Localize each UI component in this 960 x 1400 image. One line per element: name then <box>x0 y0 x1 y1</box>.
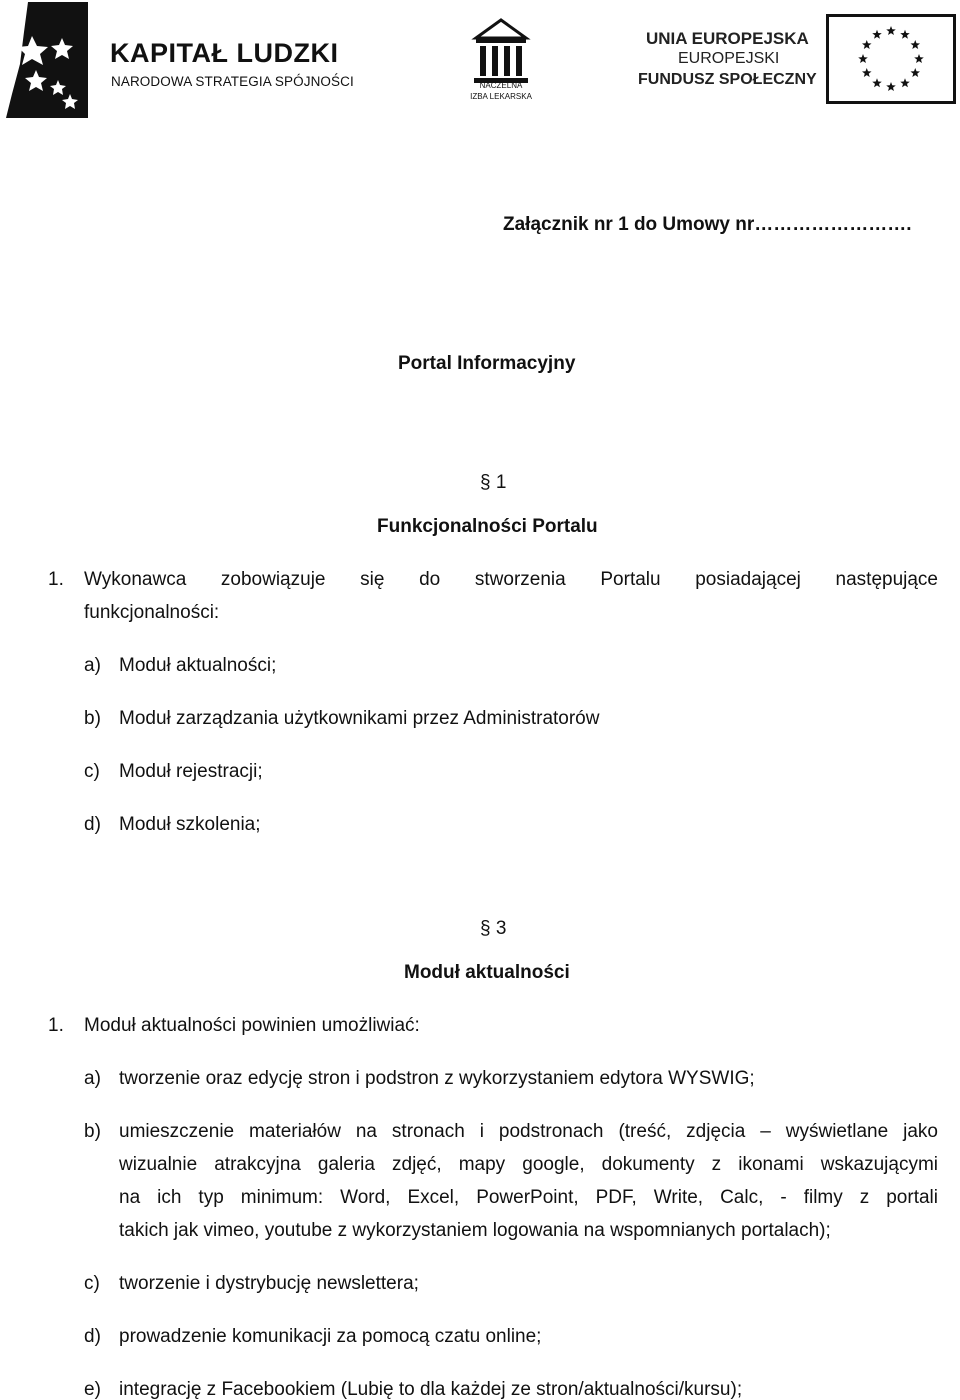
list-item-line: na ich typ minimum: Word, Excel, PowerPoint, PDF, Write, Calc, - filmy z portali <box>119 1187 938 1208</box>
section-1-intro-line1: Wykonawca zobowiązuje się do stworzenia Portalu posiadającej następujące <box>84 569 938 590</box>
list-item: Moduł rejestracji; <box>119 761 263 782</box>
list-item-marker: b) <box>84 1121 101 1142</box>
section-1-number: § 1 <box>480 472 507 493</box>
list-item-marker: d) <box>84 814 101 835</box>
list-item-marker: e) <box>84 1379 101 1400</box>
list-item-line: wizualnie atrakcyjna galeria zdjęć, mapy google, dokumenty z ikonami wskazującymi <box>119 1154 938 1175</box>
eu-subtitle-1: EUROPEJSKI <box>678 50 780 67</box>
list-item-marker: b) <box>84 708 101 729</box>
section-3-number: § 3 <box>480 918 507 939</box>
section-1-title: Funkcjonalności Portalu <box>377 516 598 537</box>
list-item: tworzenie oraz edycję stron i podstron z wykorzystaniem edytora WYSWIG; <box>119 1068 755 1089</box>
nil-logo <box>470 16 532 90</box>
section-1-intro-line2: funkcjonalności: <box>84 602 220 623</box>
list-item: Moduł szkolenia; <box>119 814 261 835</box>
list-item: integrację z Facebookiem (Lubię to dla każdej ze stron/aktualności/kursu); <box>119 1379 743 1400</box>
list-item-line: takich jak vimeo, youtube z wykorzystaniem logowania na wspomnianych portalach); <box>119 1220 831 1241</box>
nil-caption <box>468 80 534 102</box>
kapital-ludzki-logo <box>6 2 96 118</box>
list-item-marker: a) <box>84 655 101 676</box>
annex-heading: Załącznik nr 1 do Umowy nr……………………. <box>503 214 912 235</box>
section-3-title: Moduł aktualności <box>404 962 570 983</box>
section-1-intro-number: 1. <box>48 569 64 590</box>
kapital-ludzki-subtitle: NARODOWA STRATEGIA SPÓJNOŚCI <box>111 74 354 89</box>
eu-flag <box>826 14 956 104</box>
list-item-marker: a) <box>84 1068 101 1089</box>
list-item-marker: c) <box>84 1273 100 1294</box>
section-3-intro: Moduł aktualności powinien umożliwiać: <box>84 1015 420 1036</box>
list-item-line: umieszczenie materiałów na stronach i podstronach (treść, zdjęcia – wyświetlane jako <box>119 1121 938 1142</box>
list-item: prowadzenie komunikacji za pomocą czatu online; <box>119 1326 542 1347</box>
document-title: Portal Informacyjny <box>398 353 576 374</box>
kapital-ludzki-title: KAPITAŁ LUDZKI <box>110 38 339 68</box>
list-item: Moduł aktualności; <box>119 655 277 676</box>
list-item-marker: d) <box>84 1326 101 1347</box>
eu-title: UNIA EUROPEJSKA <box>646 29 809 48</box>
list-item: Moduł zarządzania użytkownikami przez Administratorów <box>119 708 600 729</box>
section-3-intro-number: 1. <box>48 1015 64 1036</box>
list-item: tworzenie i dystrybucję newslettera; <box>119 1273 419 1294</box>
list-item-marker: c) <box>84 761 100 782</box>
eu-subtitle-2: FUNDUSZ SPOŁECZNY <box>638 71 817 88</box>
nil-caption-line1: NACZELNA <box>479 81 523 90</box>
nil-caption-line2: IZBA LEKARSKA <box>470 92 532 101</box>
